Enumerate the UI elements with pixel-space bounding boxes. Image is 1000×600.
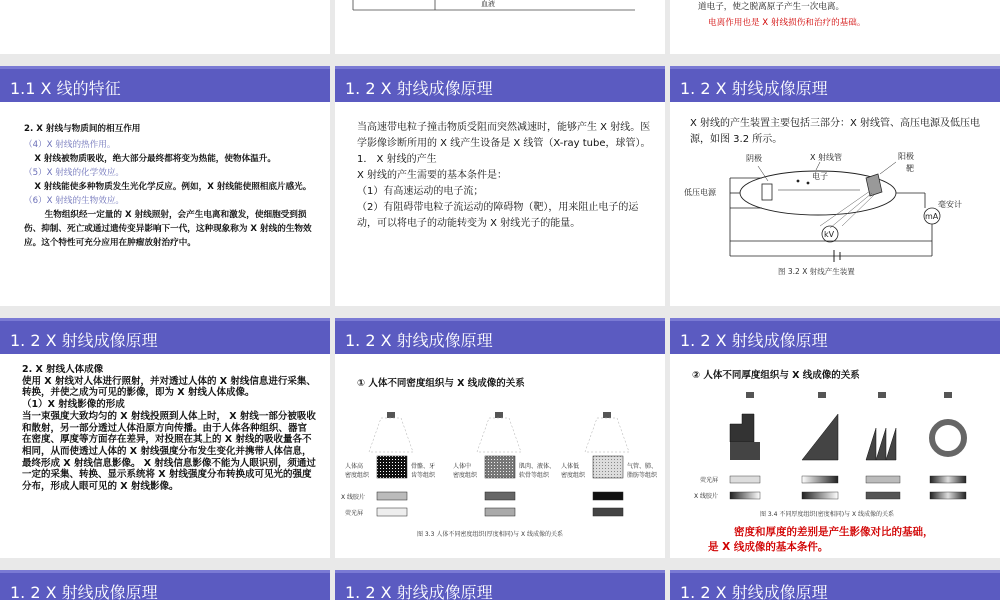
slide-xray-generation: [335, 66, 665, 306]
device-intro: X 射线的产生装置主要包括三部分：X 射线管、高压电源及低压电源，如图 3.2 所示。: [690, 118, 981, 145]
film-label: X 线胶片: [341, 494, 366, 501]
item-chemical: （5）X 射线的化学效应。: [24, 168, 125, 178]
anode-label: 阳极: [898, 152, 914, 161]
formation-text: 当一束强度大致均匀的 X 射线投照到人体上时， X 射线一部分被吸收和散射，另一部分透过人体沿原方向传播。由于人体各种组织、器官在密度、厚度等方面存在差异，对投照在其上的 X 射线的吸收量各不相同，从而使透过人体的 X 射线强度分布发生变化并携带人体信息，最终形成 X 射线信息影像。 X 射线信息影像不能为人眼识别，须通过一定的采集、转换、显示系统将 X 射线强度分布转换成可见光的强度分布，形成人眼可见的 X 射线影像。: [22, 410, 316, 493]
slide-title: 1. 2 X 射线成像原理: [10, 331, 158, 350]
ma-meter: mA: [925, 212, 939, 221]
mid-density-label: 人体中 密度组织: [453, 463, 478, 479]
imaging-definition: 使用 X 射线对人体进行照射，并对透过人体的 X 射线信息进行采集、转换，并使之成为可见的影像，即为 X 射线人体成像。: [22, 375, 316, 399]
cathode-label: 阴极: [746, 154, 762, 163]
item-heat: （4）X 射线的热作用。: [24, 140, 116, 150]
slide-title: 1. 2 X 射线成像原理: [345, 331, 493, 350]
slide-xray-imaging: [0, 318, 330, 558]
low-voltage-label: 低压电源: [684, 188, 716, 197]
top-right-line2: 电离作用也是 X 射线损伤和治疗的基础。: [708, 18, 866, 28]
condition-2: （2）有阻碍带电粒子流运动的障碍物（靶），用来阻止电子的运动，可以将电子的动能转变为 X 射线光子的能量。: [357, 202, 639, 229]
slide-bottom-right: [670, 570, 1000, 600]
intro-paragraph: 当高速带电粒子撞击物质受阻而突然减速时，能够产生 X 射线。医学影像诊断所用的 X 线产生设备是 X 线管（X-ray tube，球管）。: [357, 122, 651, 149]
slide-bottom-middle: [335, 570, 665, 600]
kv-meter: kV: [824, 230, 835, 239]
slide-title: 1. 2 X 射线成像原理: [680, 583, 828, 600]
thickness-diagram: [670, 318, 1000, 558]
formation-heading: （1）X 射线影像的形成: [22, 399, 125, 411]
slide-top-left: [0, 0, 330, 54]
generation-heading: 1． X 射线的产生: [357, 154, 437, 165]
slide-title: 1. 2 X 射线成像原理: [680, 79, 828, 98]
item-chemical-text: X 射线能使多种物质发生光化学反应。例如，X 射线能使照相底片感光。: [34, 182, 312, 192]
top-right-line1: 道电子，使之脱离原子产生一次电离。: [698, 2, 845, 12]
high-density-label: 人体高 密度组织: [345, 463, 370, 479]
slide-bottom-left: [0, 570, 330, 600]
top-middle-diagram: [335, 0, 665, 54]
figure-caption: 图 3.4 不同厚度组织(密度相同)与 X 线成像的关系: [760, 511, 894, 518]
bone-label: 骨骼、牙 齿等组织: [411, 463, 436, 479]
slide-xray-device: [670, 66, 1000, 306]
slide-title: 1. 2 X 射线成像原理: [10, 583, 158, 600]
slide-xray-characteristics: [0, 66, 330, 306]
slide-density-imaging: [335, 318, 665, 558]
slide-title: 1. 2 X 射线成像原理: [345, 79, 493, 98]
conditions-intro: X 射线的产生需要的基本条件是：: [357, 170, 508, 181]
film-label: X 线胶片: [694, 493, 719, 500]
muscle-label: 肌肉、液体、 软骨等组织: [519, 463, 556, 479]
conclusion-line2: 是 X 线成像的基本条件。: [708, 541, 829, 553]
electron-label: 电子: [812, 172, 828, 181]
screen-label: 荧光屏: [700, 477, 719, 484]
screen-label: 荧光屏: [345, 510, 364, 517]
low-density-label: 人体低 密度组织: [561, 463, 586, 479]
slide-title: 1. 2 X 射线成像原理: [680, 331, 828, 350]
slide-title: 1.1 X 线的特征: [10, 79, 121, 98]
slide-title: 1. 2 X 射线成像原理: [345, 583, 493, 600]
item-biological-text: 生物组织经一定量的 X 射线照射，会产生电离和激发，使细胞受到损伤、抑制、死亡或通过遗传变异影响下一代，这种现象称为 X 射线的生物效应。这个特性可充分应用在肿瘤放射治疗中。: [24, 210, 312, 248]
tube-label: X 射线管: [810, 153, 843, 162]
ammeter-label: 毫安计: [938, 200, 962, 209]
density-heading: ① 人体不同密度组织与 X 线成像的关系: [357, 378, 525, 389]
density-diagram: [335, 318, 665, 558]
condition-1: （1）有高速运动的电子流；: [357, 186, 484, 197]
imaging-heading: 2. X 射线人体成像: [22, 364, 104, 375]
conclusion-line1: 密度和厚度的差别是产生影像对比的基础，: [734, 526, 934, 538]
lung-label: 气管、肺、 脂肪等组织: [627, 463, 658, 479]
thickness-heading: ② 人体不同厚度组织与 X 线成像的关系: [692, 370, 860, 381]
slide-top-right: [670, 0, 1000, 54]
target-label: 靶: [906, 164, 914, 173]
slide-thickness-imaging: [670, 318, 1000, 558]
figure-caption: 图 3.2 X 射线产生装置: [778, 267, 855, 276]
slide-top-middle: [335, 0, 665, 54]
item-heat-text: X 射线被物质吸收，绝大部分最终都将变为热能，使物体温升。: [34, 154, 276, 164]
item-biological: （6）X 射线的生物效应。: [24, 196, 125, 206]
blood-label: 血液: [481, 0, 495, 8]
section-heading: 2. X 射线与物质间的相互作用: [24, 124, 141, 134]
figure-caption: 图 3.3 人体不同密度组织(厚度相同)与 X 线成像的关系: [417, 531, 563, 538]
